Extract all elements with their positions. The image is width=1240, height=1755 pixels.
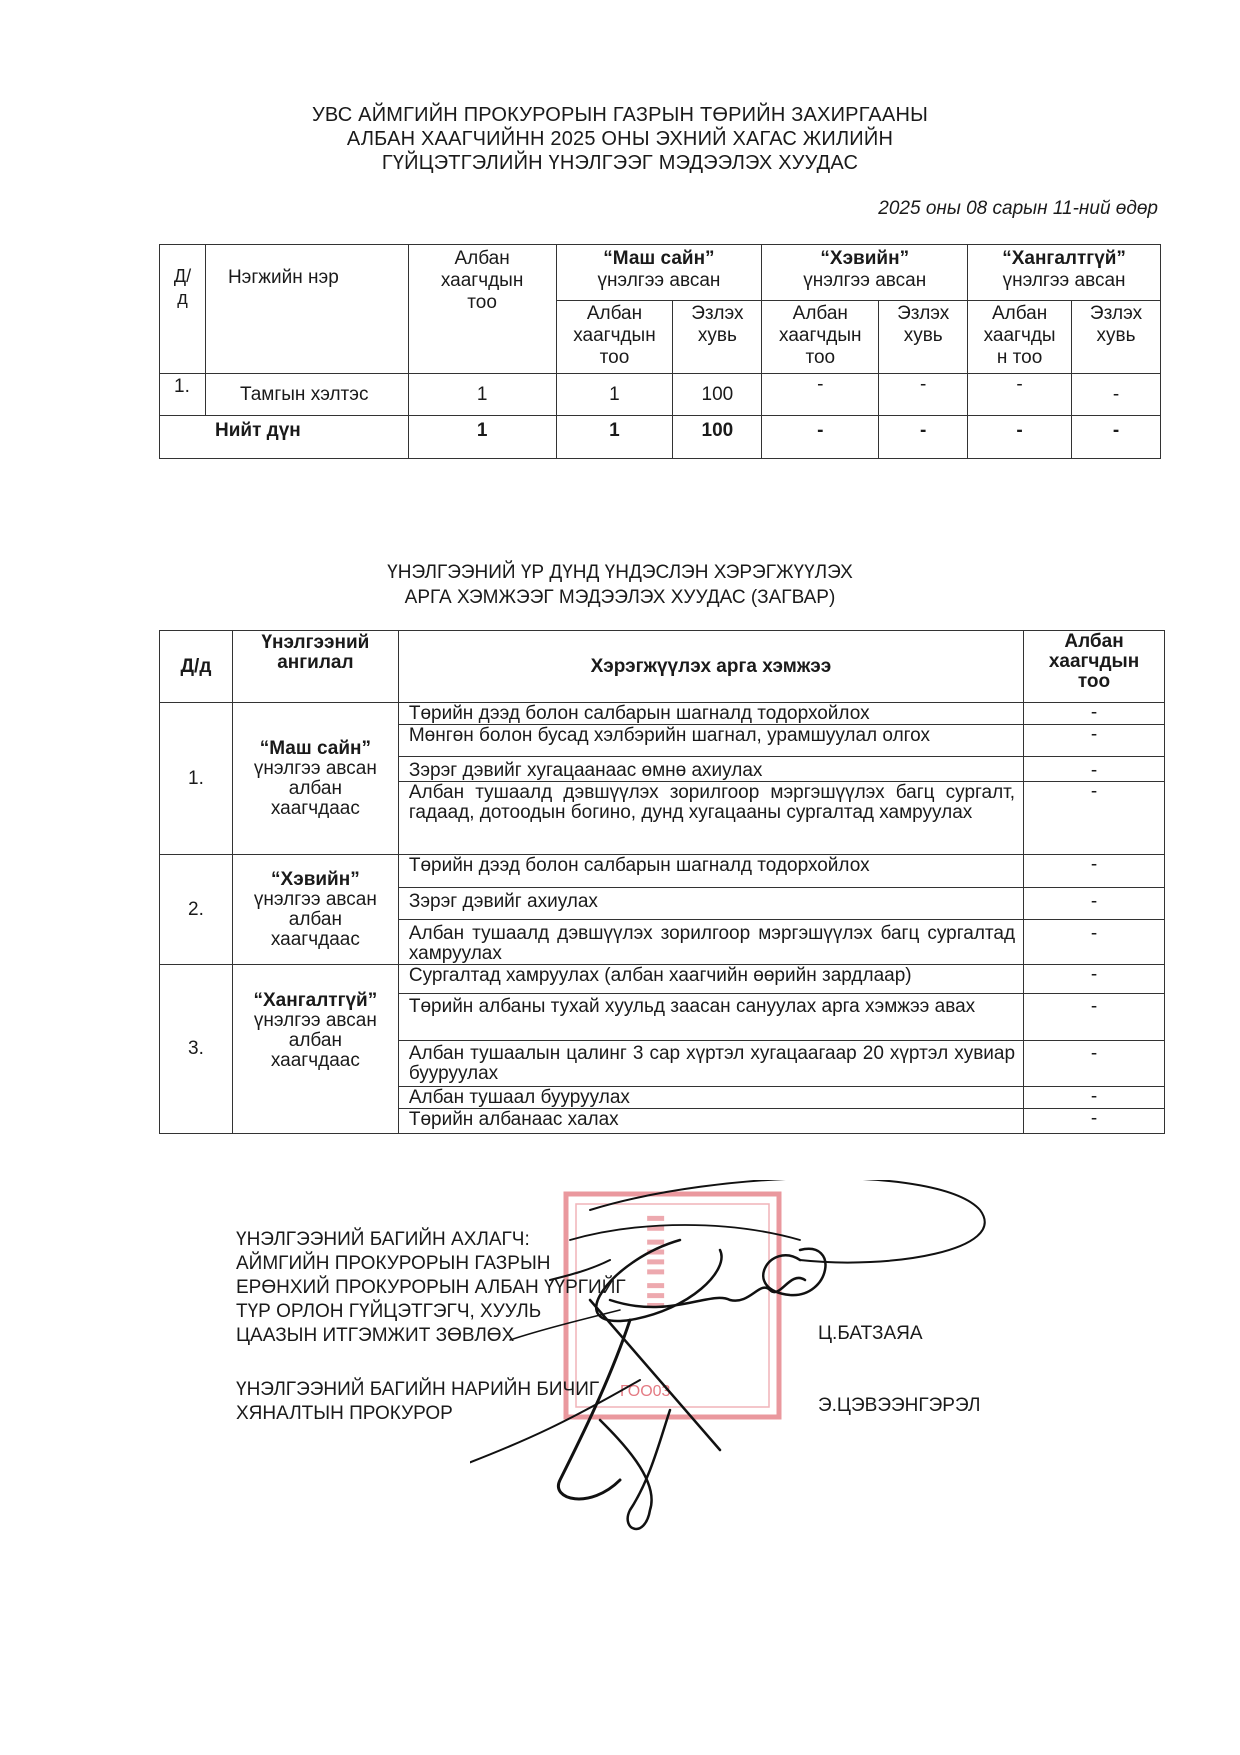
action-count: - [1024, 965, 1165, 994]
action-text: Зэрэг дэвийг ахиулах [398, 888, 1023, 920]
action-count: - [1024, 782, 1165, 855]
col-header-unit: Нэгжийн нэр [205, 245, 408, 374]
signature-block [236, 1228, 626, 1426]
row-excellent-count: 1 [556, 374, 673, 416]
action-text: Төрийн дээд болон салбарын шагналд тодорхойлох [398, 855, 1023, 888]
sub-header-count-excellent: Албан хаагчдын тоо [556, 301, 673, 374]
table-row [160, 703, 1165, 725]
action-text: Албан тушаалын цалинг 3 сар хүртэл хугацаагаар 20 хүртэл хувиар бууруулах [398, 1041, 1023, 1087]
title-line-1: УВС АЙМГИЙН ПРОКУРОРЫН ГАЗРЫН ТӨРИЙН ЗАХИРГААНЫ [311, 104, 929, 126]
col-header-count: Албан хаагчдын тоо [408, 245, 556, 374]
total-normal-share: - [879, 416, 968, 459]
secretary-name: Э.ЦЭВЭЭНГЭРЭЛ [818, 1395, 981, 1416]
action-count: - [1024, 1109, 1165, 1134]
stamp-mark: ▌▌▌ ▌▌▌▌ ▌▌ [647, 1210, 663, 1308]
action-text: Сургалтад хамруулах (албан хаагчийн өөрийн зардлаар) [398, 965, 1023, 994]
action-text: Албан тушаал бууруулах [398, 1087, 1023, 1109]
row-normal-count: - [762, 374, 879, 416]
title-line-3: ГҮЙЦЭТГЭЛИЙН ҮНЭЛГЭЭГ МЭДЭЭЛЭХ ХУУДАС [381, 152, 859, 174]
action-count: - [1024, 888, 1165, 920]
group-header-excellent [556, 245, 762, 301]
row-normal-share: - [879, 374, 968, 416]
action-count: - [1024, 757, 1165, 782]
row-insufficient-share: - [1072, 374, 1161, 416]
table-row [160, 374, 1161, 416]
row-number: 1. [160, 374, 206, 416]
measures-table [159, 630, 1165, 1134]
table-row [160, 965, 1165, 994]
group-sub-insufficient: үнэлгээ авсан [1002, 270, 1126, 291]
action-count: - [1024, 1041, 1165, 1087]
section2-title-line-2: АРГА ХЭМЖЭЭГ МЭДЭЭЛЭХ ХУУДАС (ЗАГВАР) [404, 587, 836, 608]
leader-name: Ц.БАТЗАЯА [818, 1323, 923, 1344]
group-sub-excellent: үнэлгээ авсан [597, 270, 721, 291]
leader-line-5: ЦААЗЫН ИТГЭМЖИТ ЗӨВЛӨХ [236, 1325, 515, 1346]
group-title-normal: “Хэвийн” [820, 248, 910, 269]
group-number: 3. [160, 965, 233, 1134]
group-sub-normal: үнэлгээ авсан [803, 270, 927, 291]
col-header-staff-count: Албан хаагчдын тоо [1024, 631, 1165, 703]
action-count: - [1024, 1087, 1165, 1109]
section2-title-line-1: ҮНЭЛГЭЭНИЙ ҮР ДҮНД ҮНДЭСЛЭН ХЭРЭГЖҮҮЛЭХ [387, 562, 853, 583]
col-header-dd: Д/ д [160, 245, 206, 374]
leader-line-4: ТҮР ОРЛОН ГҮЙЦЭТГЭГЧ, ХУУЛЬ [236, 1301, 542, 1322]
group-category [232, 965, 398, 1134]
total-label: Нийт дүн [160, 416, 409, 459]
group-header-normal [762, 245, 968, 301]
category-title: “Хэвийн” [271, 868, 360, 890]
group-category [232, 855, 398, 965]
sub-header-share-excellent: Эзлэх хувь [673, 301, 762, 374]
secretary-line-2: ХЯНАЛТЫН ПРОКУРОР [236, 1403, 453, 1424]
total-excellent-share: 100 [673, 416, 762, 459]
action-count: - [1024, 725, 1165, 757]
group-header-insufficient [968, 245, 1161, 301]
action-count: - [1024, 994, 1165, 1041]
action-text: Төрийн албаны тухай хуульд заасан сануулах арга хэмжээ авах [398, 994, 1023, 1041]
sub-header-share-normal: Эзлэх хувь [879, 301, 968, 374]
action-text: Төрийн дээд болон салбарын шагналд тодорхойлох [398, 703, 1023, 725]
action-text: Төрийн албанаас халах [398, 1109, 1023, 1134]
section2-title [0, 560, 1240, 610]
col-header-dd: Д/д [160, 631, 233, 703]
category-text: үнэлгээ авсан албан хаагчдаас [253, 888, 377, 950]
leader-line-1: ҮНЭЛГЭЭНИЙ БАГИЙН АХЛАГЧ: [236, 1229, 530, 1250]
leader-line-2: АЙМГИЙН ПРОКУРОРЫН ГАЗРЫН [236, 1253, 551, 1274]
category-title: “Хангалтгүй” [253, 990, 378, 1011]
total-excellent-count: 1 [556, 416, 673, 459]
title-line-2: АЛБАН ХААГЧИЙНН 2025 ОНЫ ЭХНИЙ ХАГАС ЖИЛИЙН [346, 128, 894, 150]
category-text: үнэлгээ авсан албан хаагчдаас [253, 757, 377, 819]
action-text: Зэрэг дэвийг хугацаанаас өмнө ахиулах [398, 757, 1023, 782]
document-date: 2025 оны 08 сарын 11-ний өдөр [878, 198, 1158, 219]
action-count: - [1024, 920, 1165, 965]
table-row [160, 855, 1165, 888]
group-title-insufficient: “Хангалтгүй” [1002, 248, 1126, 269]
category-title: “Маш сайн” [259, 737, 371, 759]
total-count: 1 [408, 416, 556, 459]
group-number: 2. [160, 855, 233, 965]
action-text: Албан тушаалд дэвшүүлэх зорилгоор мэргэшүүлэх багц сургалтад хамруулах [398, 920, 1023, 965]
group-number: 1. [160, 703, 233, 855]
action-text: Мөнгөн болон бусад хэлбэрийн шагнал, урамшуулал олгох [398, 725, 1023, 757]
action-count: - [1024, 855, 1165, 888]
sub-header-share-insufficient: Эзлэх хувь [1072, 301, 1161, 374]
row-excellent-share: 100 [673, 374, 762, 416]
total-row [160, 416, 1161, 459]
stamp-code: ГОО03 [620, 1383, 671, 1400]
total-normal-count: - [762, 416, 879, 459]
row-unit: Тамгын хэлтэс [205, 374, 408, 416]
action-count: - [1024, 703, 1165, 725]
action-text: Албан тушаалд дэвшүүлэх зорилгоор мэргэшүүлэх багц сургалт, гадаад, дотоодын богино, дунд хугацааны сургалтад хамруулах [398, 782, 1023, 855]
group-title-excellent: “Маш сайн” [603, 248, 715, 269]
total-insufficient-share: - [1072, 416, 1161, 459]
col-header-category: Үнэлгээний ангилал [232, 631, 398, 703]
group-category [232, 703, 398, 855]
sub-header-count-insufficient: Албан хаагчды н тоо [968, 301, 1072, 374]
row-insufficient-count: - [968, 374, 1072, 416]
category-text: үнэлгээ авсан албан хаагчдаас [253, 1010, 377, 1071]
col-header-action: Хэрэгжүүлэх арга хэмжээ [398, 631, 1023, 703]
total-insufficient-count: - [968, 416, 1072, 459]
document-title [0, 103, 1240, 175]
sub-header-count-normal: Албан хаагчдын тоо [762, 301, 879, 374]
evaluation-summary-table [159, 244, 1161, 459]
row-count: 1 [408, 374, 556, 416]
leader-line-3: ЕРӨНХИЙ ПРОКУРОРЫН АЛБАН ҮҮРГИЙГ [236, 1277, 626, 1298]
secretary-line-1: ҮНЭЛГЭЭНИЙ БАГИЙН НАРИЙН БИЧИГ [236, 1379, 600, 1400]
